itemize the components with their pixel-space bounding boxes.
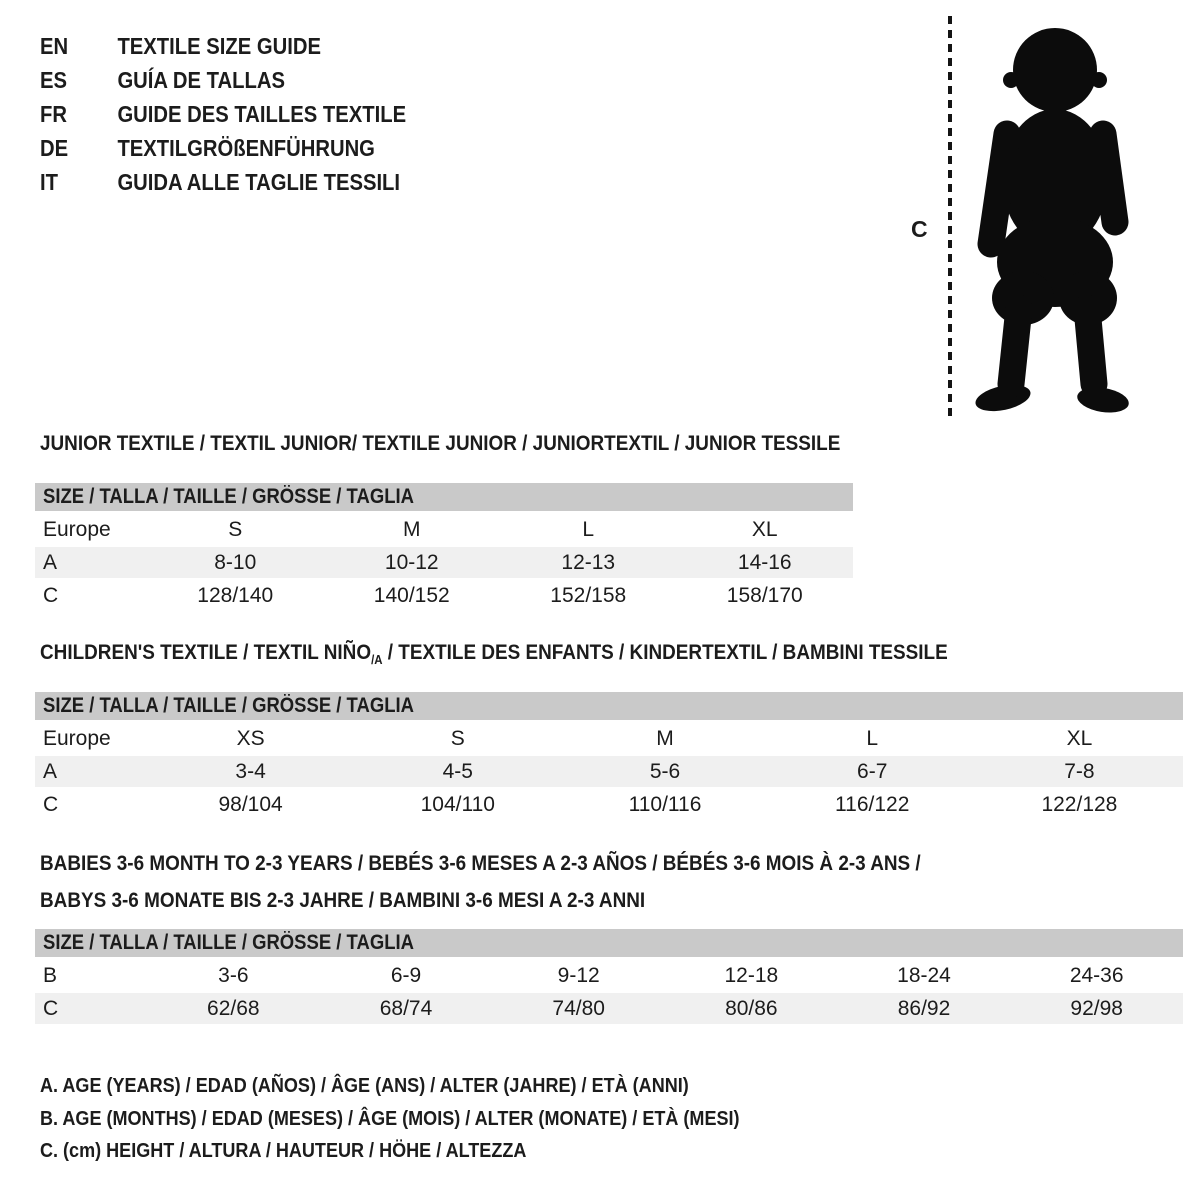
size-header-label: SIZE / TALLA / TAILLE / GRÖSSE / TAGLIA xyxy=(43,485,414,508)
guide-title-it: GUIDA ALLE TAGLIE TESSILI xyxy=(117,169,401,195)
junior-section-title: JUNIOR TEXTILE / TEXTIL JUNIOR/ TEXTILE JUNIOR / JUNIORTEXTIL / JUNIOR TESSILE xyxy=(40,431,841,455)
toddler-silhouette-icon xyxy=(966,12,1142,420)
height-value: 86/92 xyxy=(897,996,951,1020)
row-label: C xyxy=(43,996,59,1020)
size-header-bar xyxy=(35,692,1183,720)
size-column: L xyxy=(582,517,595,541)
table-row-months xyxy=(35,960,1183,991)
language-code: FR xyxy=(40,101,67,127)
height-value: 62/68 xyxy=(207,996,260,1020)
months-value: 3-6 xyxy=(218,963,249,987)
language-code: ES xyxy=(40,67,68,93)
babies-title-line2: BABYS 3-6 MONATE BIS 2-3 JAHRE / BAMBINI 3-6 MESI A 2-3 ANNI xyxy=(40,888,646,912)
months-value: 24-36 xyxy=(1069,963,1124,987)
language-row-es xyxy=(40,63,406,97)
children-title-prefix: CHILDREN'S TEXTILE / TEXTIL NIÑO xyxy=(40,640,372,664)
age-value: 7-8 xyxy=(1064,759,1095,783)
height-value: 68/74 xyxy=(379,996,433,1020)
age-value: 5-6 xyxy=(649,759,681,783)
language-row-fr xyxy=(40,97,406,131)
height-value: 104/110 xyxy=(420,792,495,816)
table-row-height xyxy=(35,993,1183,1024)
children-title-suffix: / TEXTILE DES ENFANTS / KINDERTEXTIL / BAMBINI TESSILE xyxy=(382,640,948,664)
table-row-height xyxy=(35,580,853,611)
row-label: Europe xyxy=(43,517,111,541)
height-value: 74/80 xyxy=(552,996,605,1020)
table-row-europe xyxy=(35,514,853,545)
size-column: XS xyxy=(236,726,265,750)
children-title-sub: /A xyxy=(371,652,383,667)
row-label: A xyxy=(43,759,58,783)
language-code: IT xyxy=(40,169,58,195)
months-value: 12-18 xyxy=(724,963,779,987)
size-column: XL xyxy=(1066,726,1093,750)
legend-height: C. (cm) HEIGHT / ALTURA / HAUTEUR / HÖHE / ALTEZZA xyxy=(40,1139,527,1162)
height-value: 128/140 xyxy=(197,583,274,607)
height-value: 80/86 xyxy=(725,996,778,1020)
language-title-list xyxy=(40,29,456,199)
size-header-label: SIZE / TALLA / TAILLE / GRÖSSE / TAGLIA xyxy=(43,931,414,954)
junior-size-table xyxy=(35,483,853,611)
children-size-table xyxy=(35,692,1183,820)
guide-title-es: GUÍA DE TALLAS xyxy=(117,67,285,93)
height-dashed-line xyxy=(948,16,952,416)
size-column: L xyxy=(866,726,879,750)
table-row-age xyxy=(35,756,1183,787)
language-code: DE xyxy=(40,135,69,161)
months-value: 6-9 xyxy=(390,963,422,987)
height-value: 116/122 xyxy=(835,792,910,816)
size-header-bar xyxy=(35,483,853,511)
height-value: 110/116 xyxy=(628,792,702,816)
row-label: B xyxy=(43,963,58,987)
babies-size-table xyxy=(35,929,1183,1024)
age-value: 10-12 xyxy=(384,550,439,574)
row-label: C xyxy=(43,792,59,816)
measure-legend xyxy=(40,1070,835,1168)
age-value: 6-7 xyxy=(857,759,888,783)
size-header-label: SIZE / TALLA / TAILLE / GRÖSSE / TAGLIA xyxy=(43,694,414,717)
guide-title-fr: GUIDE DES TAILLES TEXTILE xyxy=(117,101,407,127)
months-value: 9-12 xyxy=(557,963,600,987)
size-column: S xyxy=(450,726,465,750)
legend-age-years: A. AGE (YEARS) / EDAD (AÑOS) / ÂGE (ANS) / ALTER (JAHRE) / ETÀ (ANNI) xyxy=(40,1074,689,1097)
row-label: C xyxy=(43,583,59,607)
babies-section-title xyxy=(40,845,921,919)
language-code: EN xyxy=(40,33,69,59)
table-row-height xyxy=(35,789,1183,820)
height-value: 98/104 xyxy=(218,792,283,816)
babies-title-line1: BABIES 3-6 MONTH TO 2-3 YEARS / BEBÉS 3-6 MESES A 2-3 AÑOS / BÉBÉS 3-6 MOIS À 2-3 ANS / xyxy=(40,851,921,875)
months-value: 18-24 xyxy=(897,963,951,987)
size-column: M xyxy=(656,726,674,750)
row-label: A xyxy=(43,550,58,574)
height-value: 92/98 xyxy=(1070,996,1123,1020)
guide-title-de: TEXTILGRÖßENFÜHRUNG xyxy=(117,135,375,161)
row-label: Europe xyxy=(43,726,111,750)
size-column: XL xyxy=(751,517,778,541)
age-value: 12-13 xyxy=(561,550,616,574)
height-measure-label: C xyxy=(911,216,928,242)
age-value: 4-5 xyxy=(442,759,473,783)
guide-title-en: TEXTILE SIZE GUIDE xyxy=(117,33,321,59)
language-row-de xyxy=(40,131,406,165)
height-value: 140/152 xyxy=(373,583,450,607)
children-section-title xyxy=(40,640,948,667)
table-row-europe xyxy=(35,723,1183,754)
size-header-bar xyxy=(35,929,1183,957)
language-row-en xyxy=(40,29,406,63)
height-value: 122/128 xyxy=(1041,792,1118,816)
language-row-it xyxy=(40,165,406,199)
legend-age-months: B. AGE (MONTHS) / EDAD (MESES) / ÂGE (MOIS) / ALTER (MONATE) / ETÀ (MESI) xyxy=(40,1106,740,1130)
height-value: 158/170 xyxy=(726,583,803,607)
age-value: 14-16 xyxy=(737,550,792,574)
age-value: 8-10 xyxy=(214,550,257,574)
height-value: 152/158 xyxy=(550,583,627,607)
size-column: S xyxy=(228,517,243,541)
size-column: M xyxy=(403,517,421,541)
table-row-age xyxy=(35,547,853,578)
age-value: 3-4 xyxy=(235,759,266,783)
